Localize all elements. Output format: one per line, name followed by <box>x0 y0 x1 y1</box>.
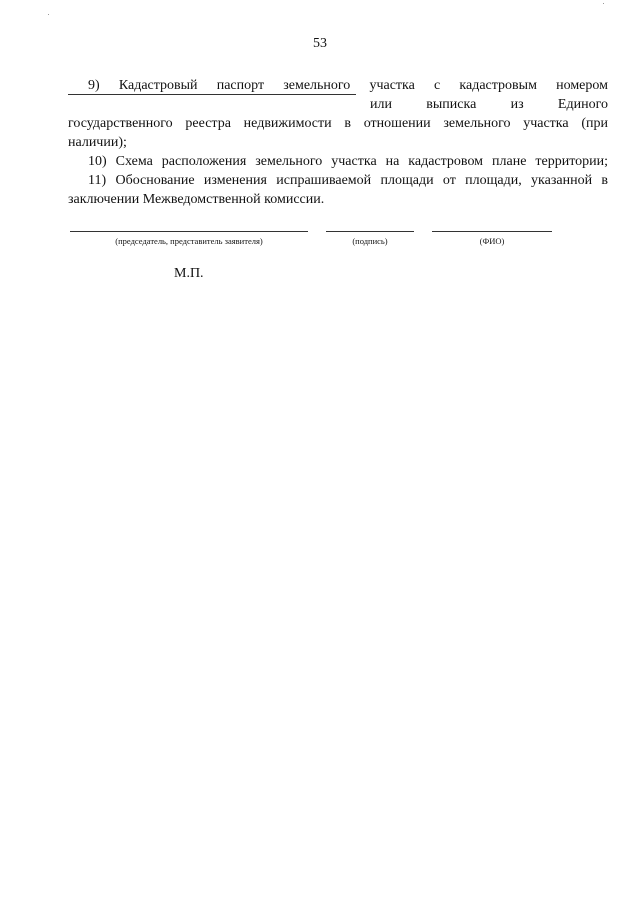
cadastral-number-blank <box>68 94 356 95</box>
signature-label: (подпись) <box>352 236 388 246</box>
chairman-label: (председатель, представитель заявителя) <box>115 236 263 246</box>
item-9-line-2: или выписка из Единого <box>370 97 608 112</box>
stamp-placeholder: М.П. <box>174 266 204 281</box>
name-line <box>432 231 552 232</box>
item-11-line-2: заключении Межведомственной комиссии. <box>68 192 325 207</box>
signature-line <box>326 231 414 232</box>
scan-speck <box>603 3 604 4</box>
name-label: (ФИО) <box>479 236 505 246</box>
item-9-line-3: государственного реестра недвижимости в отношении земельного участка (при <box>68 116 608 131</box>
item-9-line-4: наличии); <box>68 135 127 150</box>
page-number: 53 <box>313 36 327 51</box>
chairman-signature-line <box>70 231 308 232</box>
item-9-line-1: 9) Кадастровый паспорт земельного участка с кадастровым номером <box>88 78 608 93</box>
item-11-line-1: 11) Обоснование изменения испрашиваемой площади от площади, указанной в <box>88 173 608 188</box>
scan-speck <box>48 14 49 15</box>
item-10: 10) Схема расположения земельного участка на кадастровом плане территории; <box>88 154 608 169</box>
